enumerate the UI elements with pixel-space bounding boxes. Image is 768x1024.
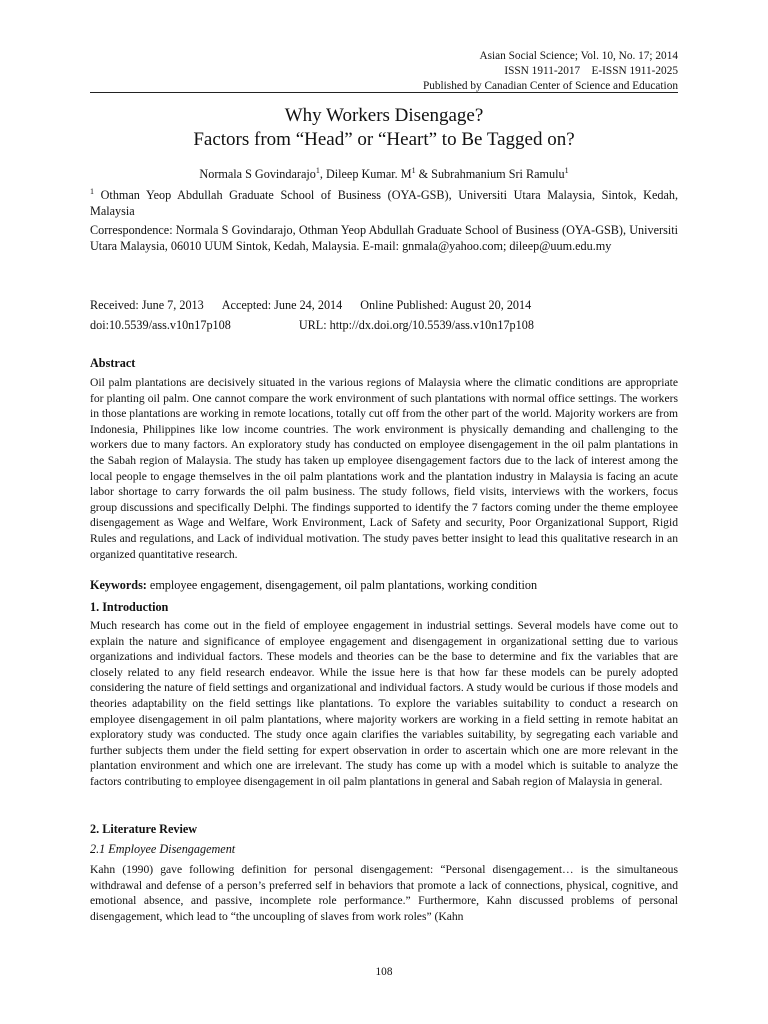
page-number: 108 bbox=[375, 966, 393, 978]
author-name: Dileep Kumar. M bbox=[325, 167, 412, 181]
author-separator: & bbox=[415, 167, 432, 181]
keywords-label: Keywords: bbox=[90, 578, 147, 592]
literature-subheading: 2.1 Employee Disengagement bbox=[90, 842, 236, 856]
literature-text: Kahn (1990) gave following definition for personal disengagement: “Personal disengagement… is the simultaneous withdrawal and defense of a person’s preferred self in behaviors that promote a lack of connections, physical, cognitive, and emotional absence, and passive, incomplete role performance.” Furthermore, Kahn discussed problems of personal disengagement, which lead to “the uncoupling of slaves from work roles” (Kahn bbox=[90, 863, 678, 923]
affiliation-mark: 1 bbox=[90, 186, 94, 196]
keywords-text: employee engagement, disengagement, oil palm plantations, working condition bbox=[149, 578, 538, 592]
article-url[interactable]: URL: http://dx.doi.org/10.5539/ass.v10n17p108 bbox=[298, 318, 534, 332]
abstract-text: Oil palm plantations are decisively situated in the various regions of Malaysia where the climatic conditions are appropriate for planting oil palm. One cannot compare the work environment of such plantations with normal office settings. The workers in those plantations are working in remote locations, totally cut off from the other part of the world. Majority workers are from Indonesia, Philippines like low income countries. The work environment is physically demanding and challenging to the workers due to many factors. An exploratory study has conducted on employee disengagement in the oil palm plantations in the Sabah region of Malaysia. The study has taken up employee disengagement factors due to the lack of interest among the local people to engage themselves in the oil palm plantations work and the plantation industry in Malaysia is facing an acute labor shortage to carry forwards the oil palm business. The study follows, field visits, interviews with the workers, focus group discussions and specifically Delphi. The findings supported to identify the 7 factors coming under the theme employee disengagement as Wage and Welfare, Work Environment, Lack of Safety and security, Poor Organizational Support, Rigid Rules and regulations, and Lack of individual motivation. The study paves better insight to lead this qualitative research in an organized quantitative research. bbox=[90, 376, 679, 561]
title-line-2: Factors from “Head” or “Heart” to Be Tagged on? bbox=[193, 129, 575, 150]
author-name: Subrahmanium Sri Ramulu bbox=[431, 167, 565, 181]
journal-issn: ISSN 1911-2017 E-ISSN 1911-2025 bbox=[504, 65, 678, 77]
affiliation bbox=[90, 188, 678, 219]
keywords bbox=[90, 578, 678, 593]
journal-citation: Asian Social Science; Vol. 10, No. 17; 2014 bbox=[479, 50, 678, 62]
correspondence: Correspondence: Normala S Govindarajo, Othman Yeop Abdullah Graduate School of Business (OYA-GSB), Universiti Utara Malaysia, 06010 UUM Sintok, Kedah, Malaysia. E-mail: gnmala@yahoo.com; dileep@uum.edu.my bbox=[90, 223, 678, 253]
received-date: Received: June 7, 2013 bbox=[90, 298, 204, 312]
title-line-1: Why Workers Disengage? bbox=[284, 105, 484, 126]
author-separator: , bbox=[319, 167, 326, 181]
accepted-date: Accepted: June 24, 2014 bbox=[221, 298, 343, 312]
affiliation-text: Othman Yeop Abdullah Graduate School of Business (OYA-GSB), Universiti Utara Malaysia, Sintok, Kedah, Malaysia bbox=[90, 188, 678, 218]
abstract-heading: Abstract bbox=[90, 356, 136, 370]
author-list bbox=[90, 167, 678, 182]
literature-heading: 2. Literature Review bbox=[90, 822, 198, 836]
author-affiliation-mark: 1 bbox=[315, 165, 320, 175]
journal-publisher: Published by Canadian Center of Science and Education bbox=[422, 80, 678, 92]
paper-title bbox=[90, 104, 678, 152]
author-affiliation-mark: 1 bbox=[564, 165, 569, 175]
doi[interactable]: doi:10.5539/ass.v10n17p108 bbox=[90, 318, 231, 332]
header-rule bbox=[90, 92, 678, 93]
author-name: Normala S Govindarajo bbox=[199, 167, 316, 181]
publication-dates bbox=[90, 295, 678, 335]
published-date: Online Published: August 20, 2014 bbox=[360, 298, 532, 312]
introduction-text: Much research has come out in the field of employee engagement in industrial settings. Several models have come out to explain the nature and significance of employee engagement and disengagement in organizational setting due to various organizations and individual factors. These models and theories can be the base to determine and fix the variables that are closely related to any field research endeavor. While the issue here is that how far these models can be purely adopted considering the nature of field settings and organizational and individual factors. A study would be curious if those models and theories adaptability on the field settings like plantations. To explore the variables suitability to conduct a research on employee disengagement in oil palm plantations, where majority workers are working in a field setting in remote habitat an exploratory study was conducted. The study once again clarifies the variables suitability, by segregating each variable and further subjects them under the field setting for expert observation in order to ascertain which one are more relevant in the plantation environment and which one are irrelevant. The study has come up with a model which is suitable to analyze the factors contributing to employee disengagement in oil palm plantations in general and Sabah region of Malaysia in general. bbox=[90, 619, 678, 788]
introduction-heading: 1. Introduction bbox=[90, 600, 169, 614]
journal-header bbox=[423, 49, 678, 94]
author-affiliation-mark: 1 bbox=[411, 165, 416, 175]
